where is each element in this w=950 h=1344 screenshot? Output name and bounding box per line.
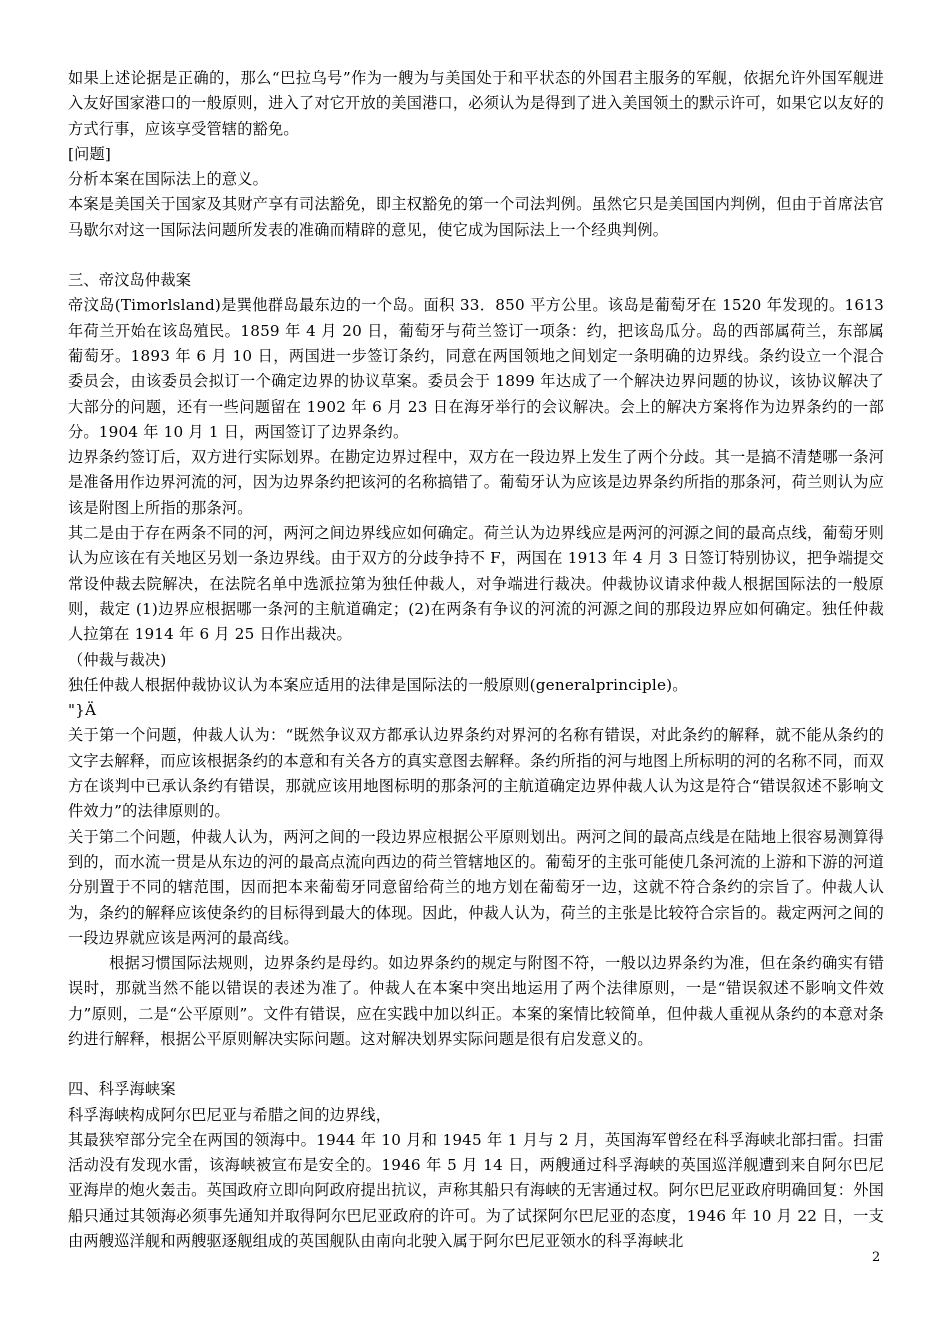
page-number: 2: [872, 1250, 881, 1265]
subheading-arbitration: （仲裁与裁决): [68, 650, 167, 669]
paragraph-timor-dispute-2: 其二是由于存在两条不同的河，两河之间边界线应如何确定。荷兰认为边界线应是两河的河源之间的最高点线，葡萄牙则认为应该在有关地区另划一条边界线。由于双方的分歧争持不 F，两国在 1913 年 4 月 3 日签订特别协议，把争端提交常设仲裁去院解决，在法院名单中选派拉第为独任仲裁人，对争端进行裁决。仲裁协议请求仲裁人根据国际法的一般原则，裁定 (1)边界应根据哪一条河的主航道确定；(2)在两条有争议的河流的河源之间的那段边界应如何确定。独任仲裁人拉第在 1914 年 6 月 25 日作出裁决。: [68, 524, 884, 644]
paragraph-commentary: 根据习惯国际法规则，边界条约是母约。如边界条约的规定与附图不符，一般以边界条约为准，但在条约确实有错误时，那就当然不能以错误的表述为准了。仲裁人在本案中突出地运用了两个法律原则，一是“错误叙述不影响文件效力”原则，二是“公平原则”。文件有错误，应在实践中加以纠正。本案的案情比较简单，但仲裁人重视从条约的本意对条约进行解释，根据公平原则解决实际问题。这对解决划界实际问题是很有启发意义的。: [68, 954, 884, 1048]
paragraph-corfu-2: 其最狭窄部分完全在两国的领海中。1944 年 10 月和 1945 年 1 月与 2 月，英国海军曾经在科孚海峡北部扫雷。扫雷活动没有发现水雷，该海峡被宣布是安全的。1946 年 5 月 14 日，两艘通过科孚海峡的英国巡洋舰遭到来自阿尔巴尼亚海岸的炮火轰击。英国政府立即向阿政府提出抗议，声称其船只有海峡的无害通过权。阿尔巴尼亚政府明确回复：外国船只通过其领海必须事先通知并取得阿尔巴尼亚政府的许可。为了试探阿尔巴尼亚的态度，1946 年 10 月 22 日，一支由两艘巡洋舰和两艘驱逐舰组成的英国舰队由南向北驶入属于阿尔巴尼亚领水的科孚海峡北: [68, 1130, 884, 1251]
stray-characters: "}Ä: [68, 701, 97, 720]
paragraph-timor-background: 帝汶岛(Timorlsland)是巽他群岛最东边的一个岛。面积 33．850 平方公里。该岛是葡萄牙在 1520 年发现的。1613 年荷兰开始在该岛殖民。1859 年 4 月 20 日，葡萄牙与荷兰签订一项条：约，把该岛瓜分。岛的西部属荷兰，东部属葡萄牙。1893 年 6 月 10 日，两国进一步签订条约，同意在两国领地之间划定一条明确的边界线。条约设立一个混合委员会，由该委员会拟订一个确定边界的协议草案。委员会于 1899 年达成了一个解决边界问题的协议，该协议解决了大部分的问题，还有一些问题留在 1902 年 6 月 23 日在海牙举行的会议解决。会上的解决方案将作为边界条约的一部分。1904 年 10 月 1 日，两国签订了边界条约。: [68, 296, 884, 441]
paragraph-question: 分析本案在国际法上的意义。: [68, 170, 269, 189]
paragraph-first-question: 关于第一个问题，仲裁人认为：“既然争议双方都承认边界条约对界河的名称有错误，对此条约的解释，就不能从条约的文字去解释，而应该根据条约的本意和有关各方的真实意图去解释。条约所指的河与地图上所标明的河的名称不同，而双方在谈判中已承认条约有错误，那就应该用地图标明的那条河的主航道确定边界仲裁人认为这是符合“错误叙述不影响文件效力”的法律原则的。: [68, 726, 884, 821]
document-body: [68, 66, 884, 1254]
heading-question: [问题]: [68, 144, 112, 163]
paragraph-second-question: 关于第二个问题，仲裁人认为，两河之间的一段边界应根据公平原则划出。两河之间的最高点线是在陆地上很容易测算得到的，而水流一贯是从东边的河的最高点流向西边的荷兰管辖地区的。葡萄牙的主张可能使几条河流的上游和下游的河道分别置于不同的辖范围，因而把本来葡萄牙同意留给荷兰的地方划在葡萄牙一边，这就不符合条约的宗旨了。仲裁人认为，条约的解释应该使条约的目标得到最大的体现。因此，仲裁人认为，荷兰的主张是比较符合宗旨的。裁定两河之间的一段边界就应该是两河的最高线。: [68, 827, 884, 947]
paragraph-timor-dispute-1: 边界条约签订后，双方进行实际划界。在勘定边界过程中，双方在一段边界上发生了两个分歧。其一是搞不清楚哪一条河是准备用作边界河流的河，因为边界条约把该河的名称搞错了。葡萄牙认为应该是边界条约所指的那条河，荷兰则认为应该是附图上所指的那条河。: [68, 448, 884, 517]
paragraph-intro: 如果上述论据是正确的，那么“巴拉乌号”作为一艘为与美国处于和平状态的外国君主服务的军舰，依据允许外国军舰进入友好国家港口的一般原则，进入了对它开放的美国港口，必须认为是得到了进入美国领土的默示许可，如果它以友好的方式行事，应该享受管辖的豁免。: [68, 69, 884, 138]
paragraph-applicable-law: 独任仲裁人根据仲裁协议认为本案应适用的法律是国际法的一般原则(generalprinciple)。: [68, 675, 688, 694]
section-spacer: [68, 1052, 884, 1077]
section-heading-corfu: 四、科孚海峡案: [68, 1080, 176, 1099]
paragraph-corfu-1: 科孚海峡构成阿尔巴尼亚与希腊之间的边界线，: [68, 1105, 392, 1124]
paragraph-significance: 本案是美国关于国家及其财产享有司法豁免，即主权豁免的第一个司法判例。虽然它只是美国国内判例，但由于首席法官马歇尔对这一国际法问题所发表的准确而精辟的意见，使它成为国际法上一个经典判例。: [68, 195, 884, 239]
section-heading-timor: 三、帝汶岛仲裁案: [68, 271, 192, 290]
section-spacer: [68, 243, 884, 268]
